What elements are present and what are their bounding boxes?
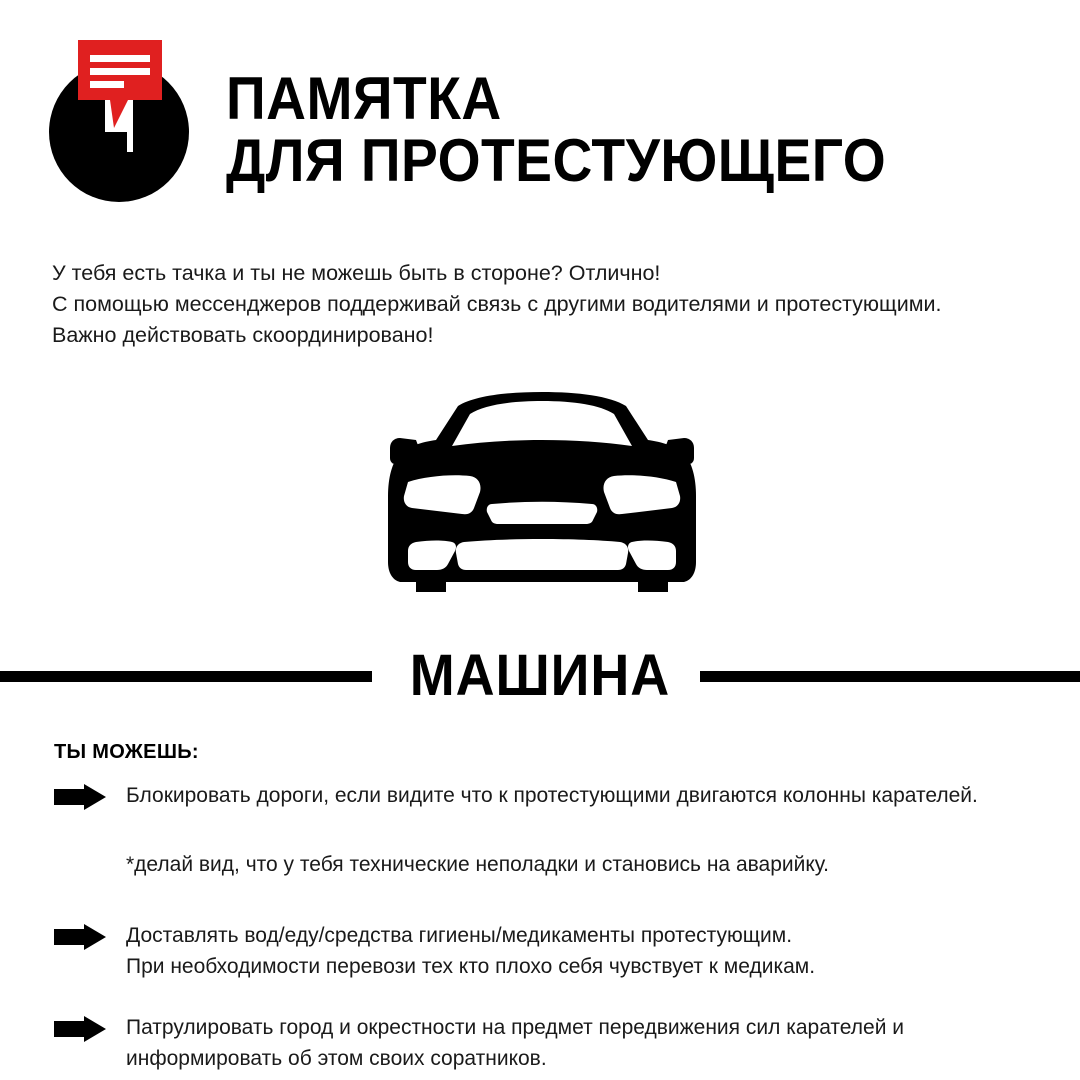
header [0, 0, 1080, 230]
title-line-1: ПАМЯТКА [226, 65, 502, 132]
can-do-heading: ТЫ МОЖЕШЬ: [54, 741, 199, 763]
spacer [54, 880, 1044, 920]
list-item-text [126, 1012, 904, 1074]
list-item [54, 1012, 1044, 1074]
spacer [54, 982, 1044, 1012]
section-divider [0, 645, 1080, 707]
can-do-list [54, 780, 1044, 1074]
intro-line-3: Важно действовать скоординировано! [52, 323, 434, 347]
news-letter-n-logo-icon [48, 36, 190, 202]
list-item-line: информировать об этом своих соратников. [126, 1047, 547, 1070]
list-item [54, 780, 1044, 811]
page-title [226, 65, 1026, 194]
arrow-right-icon [54, 924, 106, 950]
car-illustration [386, 392, 698, 598]
list-item-line: Блокировать дороги, если видите что к протестующими двигаются колонны карателей. [126, 784, 978, 807]
list-item-note: *делай вид, что у тебя технические неполадки и становись на аварийку. [126, 853, 830, 876]
list-item-text [126, 920, 815, 982]
list-item [54, 920, 1044, 982]
brand-logo [48, 36, 190, 202]
list-item-line: Патрулировать город и окрестности на предмет передвижения сил карателей и [126, 1016, 905, 1039]
intro-paragraph [52, 258, 1032, 351]
arrow-right-icon [54, 784, 106, 810]
intro-line-1: У тебя есть тачка и ты не можешь быть в стороне? Отлично! [52, 261, 661, 285]
car-front-silhouette-icon [386, 392, 698, 598]
spacer [54, 811, 1044, 849]
section-heading [0, 645, 1080, 707]
arrow-right-icon [54, 1016, 106, 1042]
list-item-text [126, 780, 978, 811]
section-heading-label: МАШИНА [397, 645, 683, 707]
intro-line-2: С помощью мессенджеров поддерживай связь с другими водителями и протестующими. [52, 292, 942, 316]
title-line-2: ДЛЯ ПРОТЕСТУЮЩЕГО [226, 127, 887, 194]
list-item-line: Доставлять вод/еду/средства гигиены/медикаменты протестующим. [126, 924, 793, 947]
list-item-line: При необходимости перевози тех кто плохо себя чувствует к медикам. [126, 955, 816, 978]
